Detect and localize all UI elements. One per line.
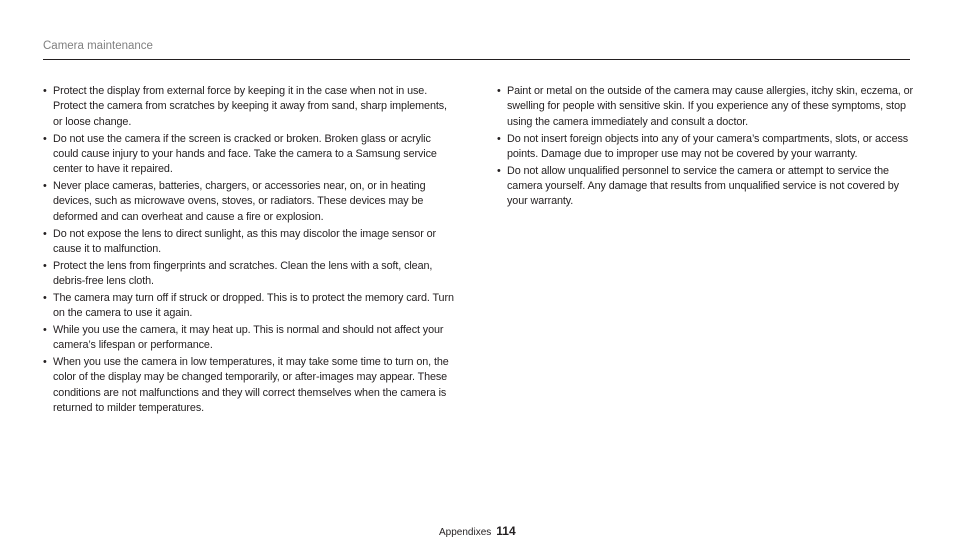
list-item: • Protect the lens from fingerprints and scratches. Clean the lens with a soft, clean, debris-free lens cloth. [43, 259, 457, 290]
page-number: 114 [496, 524, 516, 538]
list-item: • While you use the camera, it may heat up. This is normal and should not affect your camera’s lifespan or performance. [43, 323, 457, 354]
right-column [497, 84, 915, 211]
header-divider [43, 59, 910, 60]
list-item: • Protect the display from external force by keeping it in the case when not in use. Protect the camera from scratches by keeping it away from sand, sharp implements, or loose change. [43, 84, 457, 130]
section-header: Camera maintenance [43, 40, 153, 52]
list-item: • Do not expose the lens to direct sunlight, as this may discolor the image sensor or cause it to malfunction. [43, 227, 457, 258]
list-item: • Do not allow unqualified personnel to service the camera or attempt to service the camera yourself. Any damage that results from unqualified service is not covered by your warranty. [497, 164, 915, 210]
list-item: • Paint or metal on the outside of the camera may cause allergies, itchy skin, eczema, or swelling for people with sensitive skin. If you experience any of these symptoms, stop using the camera immediately and consult a doctor. [497, 84, 915, 130]
left-bullet-list [43, 84, 457, 417]
left-column [43, 84, 457, 418]
footer-label: Appendixes [439, 527, 492, 538]
right-bullet-list [497, 84, 915, 210]
list-item: • Do not use the camera if the screen is cracked or broken. Broken glass or acrylic could cause injury to your hands and face. Take the camera to a Samsung service center to have it repaired. [43, 132, 457, 178]
list-item: • Never place cameras, batteries, chargers, or accessories near, on, or in heating devices, such as microwave ovens, stoves, or radiators. These devices may be deformed and can overheat and cause a fire or explosion. [43, 179, 457, 225]
page-footer [439, 524, 516, 538]
list-item: • The camera may turn off if struck or dropped. This is to protect the memory card. Turn on the camera to use it again. [43, 291, 457, 322]
list-item: • When you use the camera in low temperatures, it may take some time to turn on, the color of the display may be changed temporarily, or after-images may appear. These conditions are not malfunctions and they will correct themselves when the camera is returned to milder temperatures. [43, 355, 457, 417]
list-item: • Do not insert foreign objects into any of your camera’s compartments, slots, or access points. Damage due to improper use may not be covered by your warranty. [497, 132, 915, 163]
